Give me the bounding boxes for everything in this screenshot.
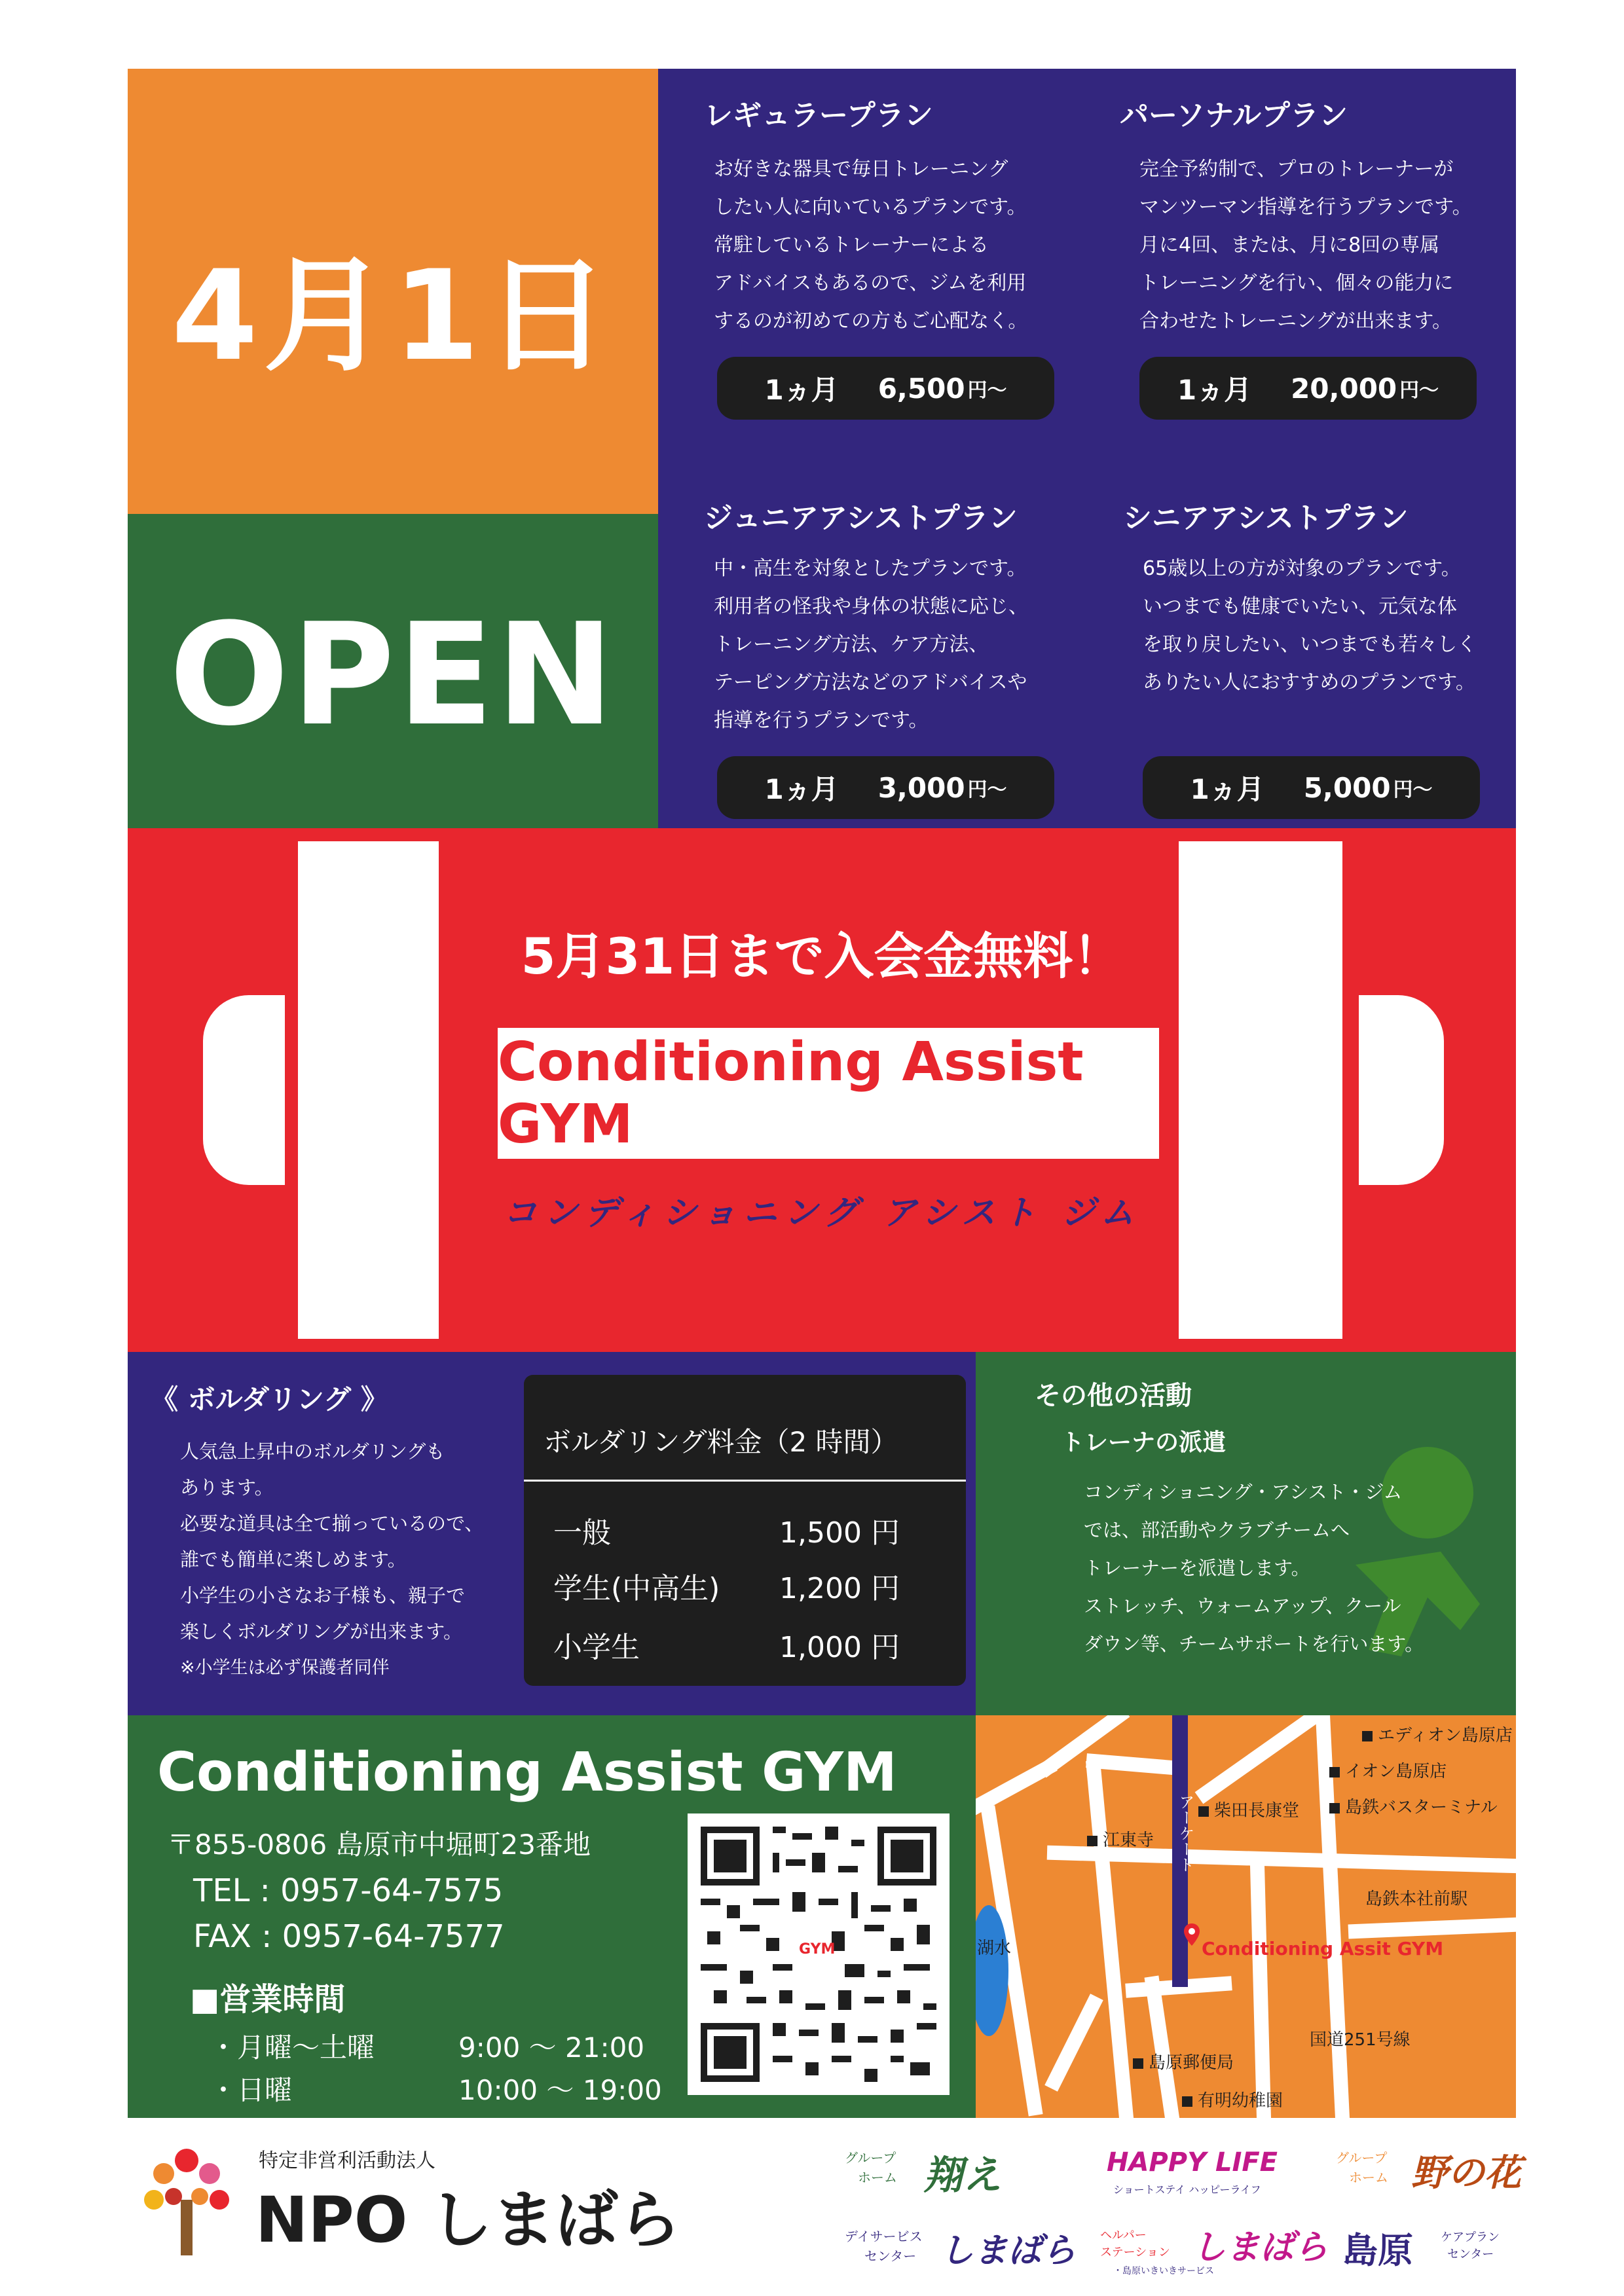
plan-price-regular: 1ヵ月 6,500 円～ xyxy=(717,357,1054,420)
bouldering-desc: 人気急上昇中のボルダリングも あります。 必要な道具は全て揃っているので、 誰でも簡単に楽しめます。 小学生の小さなお子様も、親子で 楽しくボルダリングが出来ます。 ※小学生は必ず保護者同伴 xyxy=(180,1440,484,1678)
map-label-aeon: イオン島原店 xyxy=(1329,1758,1447,1782)
plan-desc-regular: お好きな器具で毎日トレーニング したい人に向いているプランです。 常駐しているトレーナーによる アドバイスもあるので、ジムを利用 するのが初めての方もご心配なく。 xyxy=(714,158,1028,333)
brand-group-home-nonohana: グループ ホーム 野の花 xyxy=(1336,2150,1521,2195)
dumbbell-plate-right-inner xyxy=(1179,841,1342,1339)
hours-sunday-label: ・日曜 xyxy=(210,2074,293,2106)
fee-price-general: 1,500 円 xyxy=(779,1516,900,1550)
fee-label-child: 小学生 xyxy=(553,1631,640,1664)
hours-weekday-label: ・月曜～土曜 xyxy=(210,2032,375,2064)
map-label-station: 島鉄本社前駅 xyxy=(1365,1889,1468,1909)
gym-logo-kana: コンディショニング アシスト ジム xyxy=(502,1194,1141,1233)
fee-price-student: 1,200 円 xyxy=(779,1572,900,1605)
contact-fax: FAX : 0957-64-7577 xyxy=(193,1918,505,1955)
fee-price-child: 1,000 円 xyxy=(779,1631,900,1664)
map-label-edion: エディオン島原店 xyxy=(1362,1722,1513,1746)
dumbbell-plate-left-inner xyxy=(298,841,439,1339)
dumbbell-plate-right-outer xyxy=(1359,995,1444,1185)
brand-care-plan-center-shimabara: 島原 ケアプラン センター xyxy=(1342,2230,1500,2271)
map-gym-label: Conditioning Assit GYM xyxy=(1202,1938,1444,1959)
other-title: その他の活動 xyxy=(1035,1381,1192,1411)
map-arcade-label: アーケード xyxy=(1176,1794,1194,1872)
bouldering-title: 《 ボルダリング 》 xyxy=(151,1383,388,1415)
plan-title-junior: ジュニアアシストプラン xyxy=(704,501,1018,535)
hours-title: ■営業時間 xyxy=(190,1981,346,2018)
open-date: 4月1日 xyxy=(171,244,615,388)
plan-title-regular: レギュラープラン xyxy=(704,99,933,132)
gym-logo-text: Conditioning Assist GYM xyxy=(498,1031,1084,1156)
plan-desc-junior: 中・高生を対象としたプランです。 利用者の怪我や身体の状態に応じ、 トレーニング方法、ケア方法、 テーピング方法などのアドバイスや 指導を行うプランです。 xyxy=(714,557,1028,732)
campaign-text: 5月31日まで入会金無料！ xyxy=(521,927,1123,985)
brand-helper-station-shimabara: ヘルパー ステーション しまばら ・島原いきいきサービス xyxy=(1100,2228,1329,2276)
other-subtitle: トレーナの派遣 xyxy=(1061,1429,1227,1456)
qr-code[interactable] xyxy=(688,1813,950,2095)
open-heading: OPEN xyxy=(169,592,617,757)
qr-label: GYM xyxy=(799,1941,836,1958)
fee-label-student: 学生(中高生) xyxy=(553,1572,720,1605)
contact-tel: TEL : 0957-64-7575 xyxy=(193,1872,504,1909)
map-lake-label: 湖水 xyxy=(977,1939,1012,1958)
map-label-koutouji: 江東寺 xyxy=(1087,1827,1154,1851)
access-map xyxy=(976,1715,1516,2118)
brand-group-home-kakeru: グループ ホーム 翔え xyxy=(845,2150,1002,2198)
plan-desc-senior: 65歳以上の方が対象のプランです。 いつまでも健康でいたい、元気な体 を取り戻したい、いつまでも若々しく ありたい人におすすめのプランです。 xyxy=(1143,557,1477,694)
plan-price-junior: 1ヵ月 3,000 円～ xyxy=(717,756,1054,819)
other-desc: コンディショニング・アシスト・ジム では、部活動やクラブチームへ トレーナーを派遣します。 ストレッチ、ウォームアップ、クール ダウン等、チームサポートを行います。 xyxy=(1084,1481,1424,1655)
org-type: 特定非営利活動法人 xyxy=(259,2149,435,2172)
dumbbell-plate-left-outer xyxy=(203,995,285,1185)
npo-tree-logo-icon xyxy=(138,2141,236,2259)
hours-sunday-time: 10:00 ～ 19:00 xyxy=(458,2074,662,2106)
plan-title-senior: シニアアシストプラン xyxy=(1123,501,1409,535)
brand-day-service-shimabara: デイサービス センター しまばら xyxy=(845,2229,1077,2270)
plan-title-personal: パーソナルプラン xyxy=(1120,99,1348,132)
contact-address: 〒855-0806 島原市中堀町23番地 xyxy=(167,1829,591,1861)
fee-label-general: 一般 xyxy=(553,1516,611,1550)
map-label-route251: 国道251号線 xyxy=(1310,2030,1411,2050)
hours-weekday-time: 9:00 ～ 21:00 xyxy=(458,2032,645,2064)
fee-title: ボルダリング料金（2 時間） xyxy=(544,1426,898,1458)
plan-price-personal: 1ヵ月 20,000 円～ xyxy=(1139,357,1477,420)
map-label-shibata: 柴田長康堂 xyxy=(1198,1797,1299,1821)
gym-logo-box xyxy=(498,1028,1159,1159)
plan-price-senior: 1ヵ月 5,000 円～ xyxy=(1143,756,1480,819)
contact-gym-name: Conditioning Assist GYM xyxy=(157,1741,897,1804)
map-label-post-office: 島原郵便局 xyxy=(1133,2049,1234,2073)
org-name: NPO しまばら xyxy=(255,2183,681,2257)
map-label-bus-terminal: 島鉄バスターミナル xyxy=(1329,1794,1498,1818)
map-label-kindergarten: 有明幼稚園 xyxy=(1182,2087,1283,2111)
brand-happy-life: HAPPY LIFE ショートステイ ハッピーライフ xyxy=(1107,2147,1278,2196)
fee-divider xyxy=(524,1480,966,1482)
plan-desc-personal: 完全予約制で、プロのトレーナーが マンツーマン指導を行うプランです。 月に4回、または、月に8回の専属 トレーニングを行い、個々の能力に 合わせたトレーニングが出来ます。 xyxy=(1139,158,1472,333)
map-pin-icon xyxy=(1184,1923,1200,1946)
